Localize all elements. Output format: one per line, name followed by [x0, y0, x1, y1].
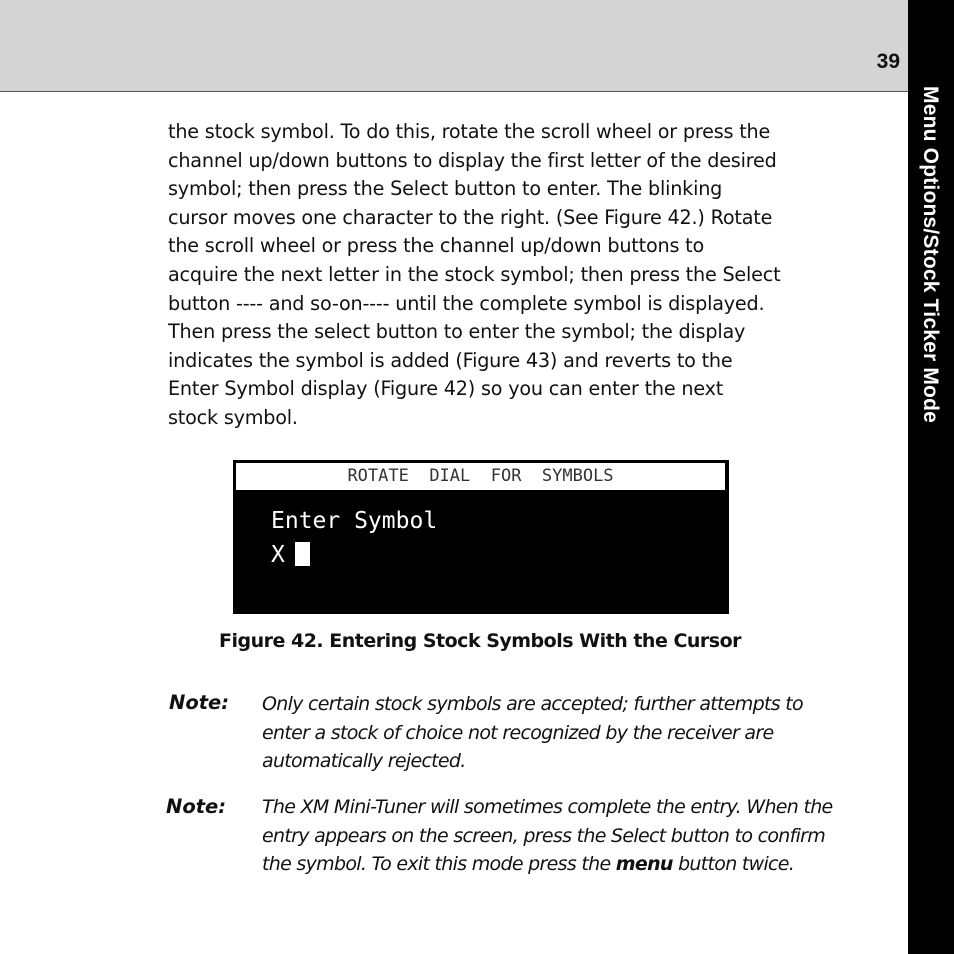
figure-caption: Figure 42. Entering Stock Symbols With the Cursor: [219, 630, 742, 652]
note-line: Only certain stock symbols are accepted; further attempts to: [262, 693, 803, 715]
note-line-text: the symbol. To exit this mode press the: [262, 853, 616, 876]
body-line: cursor moves one character to the right. (See Figure 42.) Rotate: [168, 205, 773, 229]
body-line: channel up/down buttons to display the first letter of the desired: [168, 148, 777, 172]
side-tab-label: Menu Options/Stock Ticker Mode: [919, 86, 942, 423]
note-label: Note:: [169, 691, 230, 714]
note-text: [262, 793, 862, 879]
note-line: entry appears on the screen, press the Select button to confirm: [262, 824, 826, 847]
body-line: button ---- and so-on---- until the complete symbol is displayed.: [168, 291, 765, 315]
blinking-cursor-icon: [295, 542, 310, 566]
display-top-bar: ROTATE DIAL FOR SYMBOLS: [236, 463, 725, 490]
display-figure: [233, 460, 729, 614]
note-line: enter a stock of choice not recognized by the receiver are: [262, 721, 774, 744]
note-line: The XM Mini-Tuner will sometimes complete the entry. When the: [262, 796, 833, 818]
note-line: automatically rejected.: [262, 750, 466, 773]
body-line: the stock symbol. To do this, rotate the scroll wheel or press the: [168, 120, 771, 143]
body-line: Then press the select button to enter the symbol; the display: [168, 320, 746, 344]
body-line: symbol; then press the Select button to enter. The blinking: [168, 177, 723, 201]
body-line: acquire the next letter in the stock symbol; then press the Select: [168, 262, 781, 286]
page-number: 39: [876, 50, 900, 73]
note-text: [262, 690, 862, 776]
note-line-text: button twice.: [672, 853, 795, 876]
note-label: Note:: [166, 795, 227, 818]
body-line: Enter Symbol display (Figure 42) so you can enter the next: [168, 377, 724, 401]
display-enter-symbol-text: Enter Symbol: [271, 508, 438, 534]
body-line: stock symbol.: [168, 405, 298, 429]
header-band: [0, 0, 908, 92]
body-line: the scroll wheel or press the channel up/down buttons to: [168, 234, 704, 258]
body-paragraph: [168, 118, 858, 433]
display-symbol-entry: X: [271, 542, 285, 568]
note-line: [262, 850, 862, 879]
body-line: indicates the symbol is added (Figure 43) and reverts to the: [168, 348, 733, 372]
menu-button-name: menu: [615, 853, 673, 876]
